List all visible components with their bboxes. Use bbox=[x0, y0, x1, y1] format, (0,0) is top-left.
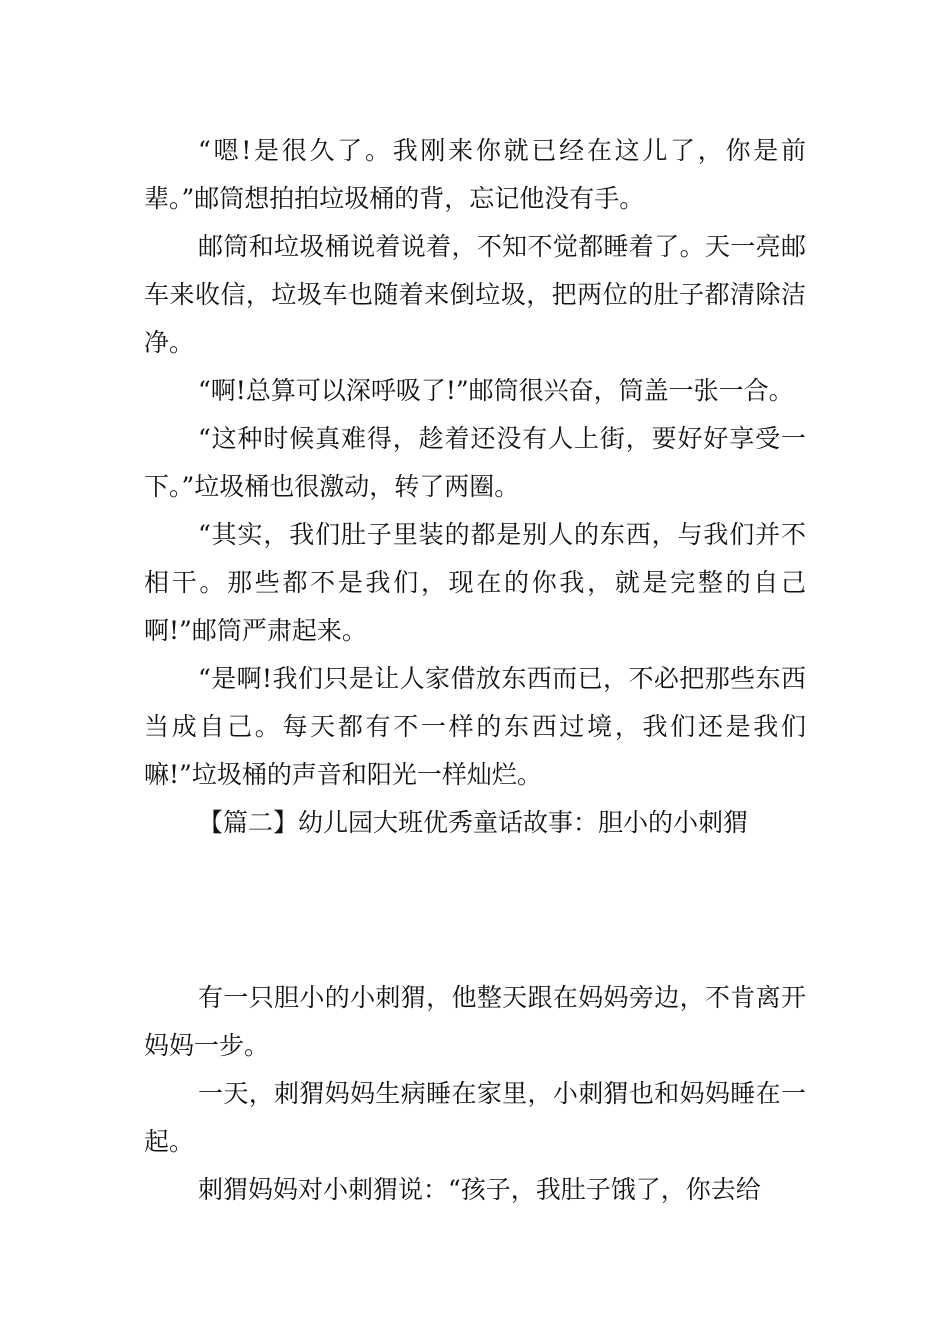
paragraph: 邮筒和垃圾桶说着说着，不知不觉都睡着了。天一亮邮车来收信，垃圾车也随着来倒垃圾，把两位的肚子都清除洁净。 bbox=[144, 232, 806, 357]
paragraph: “嗯!是很久了。我刚来你就已经在这儿了，你是前辈。”邮筒想拍拍垃圾桶的背，忘记他没有手。 bbox=[144, 136, 806, 213]
paragraph: 有一只胆小的小刺猬，他整天跟在妈妈旁边，不肯离开妈妈一步。 bbox=[144, 983, 806, 1060]
paragraph: “其实，我们肚子里装的都是别人的东西，与我们并不相干。那些都不是我们，现在的你我，就是完整的自己啊!”邮筒严肃起来。 bbox=[144, 520, 806, 645]
paragraph: 一天，刺猬妈妈生病睡在家里，小刺猬也和妈妈睡在一起。 bbox=[144, 1079, 806, 1156]
story-section-two bbox=[144, 974, 806, 1214]
story-section-one bbox=[144, 127, 806, 847]
paragraph: 刺猬妈妈对小刺猬说：“孩子，我肚子饿了，你去给 bbox=[198, 1175, 761, 1204]
paragraph: “这种时候真难得，趁着还没有人上街，要好好享受一下。”垃圾桶也很激动，转了两圈。 bbox=[144, 424, 806, 501]
paragraph: “是啊!我们只是让人家借放东西而已，不必把那些东西当成自己。每天都有不一样的东西过境，我们还是我们嘛!”垃圾桶的声音和阳光一样灿烂。 bbox=[144, 664, 806, 789]
section-heading: 【篇二】幼儿园大班优秀童话故事：胆小的小刺猬 bbox=[198, 808, 749, 837]
paragraph: “啊!总算可以深呼吸了!”邮筒很兴奋，筒盖一张一合。 bbox=[198, 376, 794, 405]
